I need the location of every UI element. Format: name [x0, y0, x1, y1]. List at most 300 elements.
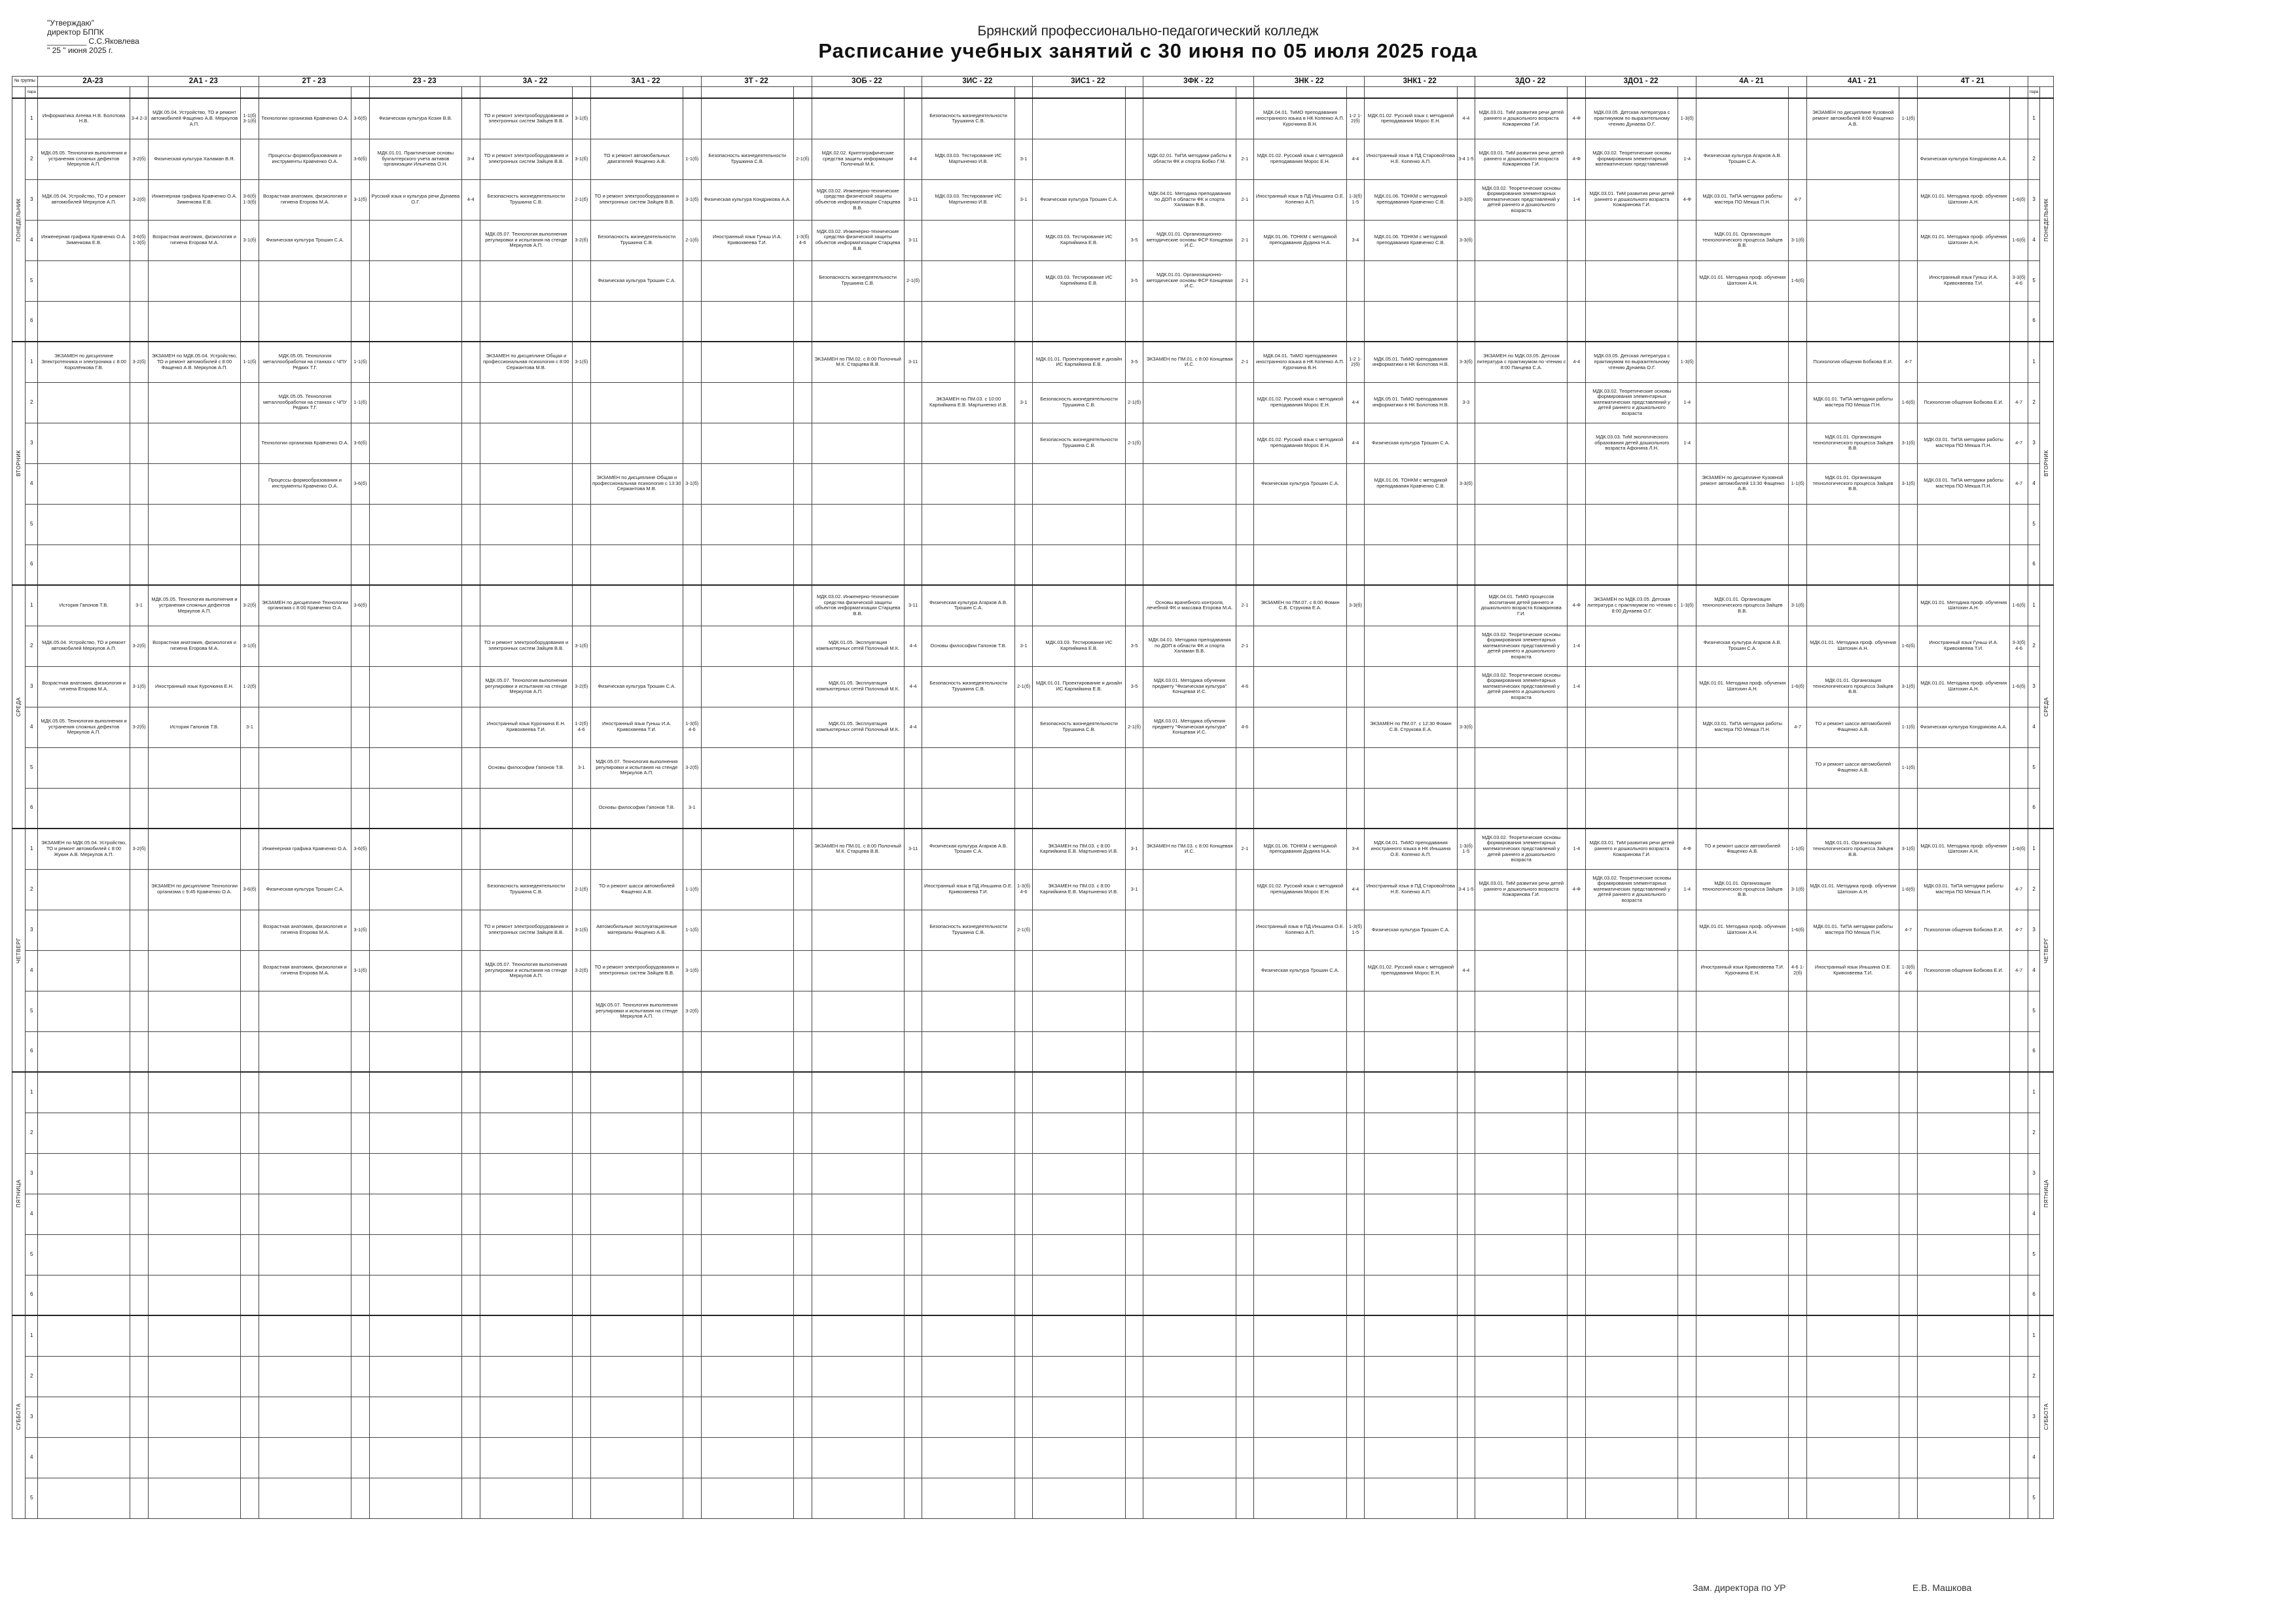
- group-header-corner: № группы: [12, 77, 38, 87]
- lesson-room: 2-1: [1236, 260, 1254, 301]
- lesson-cell: [1696, 220, 1789, 260]
- lesson-cell: [701, 1397, 793, 1437]
- lesson-cell: [1807, 585, 1899, 626]
- lesson-room: [1014, 544, 1033, 585]
- lesson-subject: Технологии организма Кравченко О.А.: [261, 115, 349, 121]
- lesson-room: 3-2(б): [130, 707, 149, 747]
- lesson-room: [1125, 747, 1143, 788]
- lesson-room: [793, 666, 812, 707]
- lesson-cell: [1917, 869, 2009, 910]
- lesson-cell: [1475, 260, 1568, 301]
- lesson-room: 3-2(б): [130, 139, 149, 179]
- lesson-room: [462, 869, 480, 910]
- lesson-cell: [590, 1275, 683, 1315]
- lesson-room: 3-2(б): [572, 950, 590, 991]
- blank-cell: [1033, 87, 1125, 99]
- lesson-room: [904, 1153, 922, 1194]
- lesson-cell: [1365, 950, 1457, 991]
- lesson-cell: [1586, 788, 1678, 829]
- lesson-cell: [1586, 1234, 1678, 1275]
- lesson-subject: МДК.03.02. Теоретические основы формирования элементарных математических представлений: [1592, 151, 1672, 168]
- lesson-cell: [812, 139, 904, 179]
- lesson-room: [2010, 747, 2028, 788]
- lesson-room: 1-3(б): [1678, 342, 1696, 382]
- lesson-cell: [701, 179, 793, 220]
- lesson-room: [793, 1437, 812, 1478]
- lesson-cell: [1033, 179, 1125, 220]
- lesson-room: [351, 747, 370, 788]
- lesson-cell: [922, 1397, 1014, 1437]
- lesson-cell: [1807, 910, 1899, 950]
- pair-number: 4: [2028, 463, 2039, 504]
- lesson-room: [904, 788, 922, 829]
- lesson-cell: [1254, 1113, 1346, 1153]
- lesson-room: 1-1(б): [1899, 747, 1918, 788]
- lesson-room: 4-7: [1789, 179, 1807, 220]
- lesson-room: [1014, 1478, 1033, 1518]
- lesson-room: [241, 463, 259, 504]
- lesson-subject: Безопасность жизнедеятельности Трушкина С.В.: [1040, 721, 1118, 732]
- lesson-room: [1236, 1315, 1254, 1356]
- lesson-subject: ЭКЗАМЕН по дисциплине Общая и профессиональная психология с 13:30 Сержантова М.В.: [592, 475, 681, 492]
- lesson-cell: [369, 747, 461, 788]
- lesson-room: [1678, 1194, 1696, 1234]
- lesson-subject: МДК.01.05. Эксплуатация компьютерных сетей Полочный М.К.: [816, 681, 900, 692]
- lesson-room: [1568, 1194, 1586, 1234]
- lesson-room: [130, 910, 149, 950]
- lesson-room: [2010, 342, 2028, 382]
- lesson-room: [1346, 788, 1365, 829]
- lesson-room: [1568, 301, 1586, 342]
- lesson-subject: МДК.03.02. Теоретические основы формирования элементарных математических представлений у детей раннего и дошкольного возраста: [1482, 632, 1561, 660]
- lesson-cell: [1696, 382, 1789, 423]
- lesson-cell: [1475, 1397, 1568, 1437]
- lesson-cell: [259, 1315, 351, 1356]
- lesson-subject: ЭКЗАМЕН по ПМ.02. с 8:00 Полочный М.К. Старцева В.В.: [814, 356, 901, 368]
- lesson-cell: [1365, 829, 1457, 869]
- blank-cell: [1807, 87, 1899, 99]
- lesson-room: 3-1: [1125, 869, 1143, 910]
- lesson-cell: [590, 544, 683, 585]
- lesson-room: 1-1(б): [683, 869, 701, 910]
- lesson-cell: [1807, 1072, 1899, 1113]
- pair-number: 5: [2028, 747, 2039, 788]
- lesson-cell: [369, 788, 461, 829]
- lesson-room: [351, 1397, 370, 1437]
- lesson-room: [351, 544, 370, 585]
- lesson-room: 4-4: [904, 626, 922, 666]
- lesson-room: [351, 1113, 370, 1153]
- lesson-room: [351, 504, 370, 544]
- lesson-cell: [812, 747, 904, 788]
- lesson-cell: [1586, 991, 1678, 1031]
- lesson-cell: [701, 1234, 793, 1275]
- lesson-room: [241, 991, 259, 1031]
- lesson-room: [572, 1234, 590, 1275]
- lesson-cell: [1365, 666, 1457, 707]
- lesson-cell: [148, 342, 240, 382]
- lesson-cell: [1033, 869, 1125, 910]
- lesson-subject: МДК.01.01. Проектирование и дизайн ИС Карпийкина Е.В.: [1035, 356, 1122, 368]
- lesson-room: [1678, 1234, 1696, 1275]
- lesson-room: 3-6(б): [351, 98, 370, 139]
- lesson-cell: [812, 98, 904, 139]
- blank-cell: [812, 87, 904, 99]
- pair-number: 2: [2028, 1356, 2039, 1397]
- lesson-cell: [148, 1356, 240, 1397]
- lesson-room: [1568, 504, 1586, 544]
- lesson-room: [1457, 666, 1475, 707]
- lesson-room: 3-1(б): [683, 950, 701, 991]
- lesson-room: [1236, 991, 1254, 1031]
- lesson-room: [1899, 301, 1918, 342]
- lesson-room: 2-1(б): [1014, 910, 1033, 950]
- lesson-room: [2010, 1031, 2028, 1072]
- lesson-row: [12, 1031, 2054, 1072]
- lesson-cell: [1917, 585, 2009, 626]
- lesson-cell: [1696, 1031, 1789, 1072]
- lesson-cell: [1033, 504, 1125, 544]
- lesson-room: 4-4: [904, 707, 922, 747]
- lesson-subject: Иностранный язык Кривохвеева Т.И. Курочкина Е.Н.: [1700, 965, 1785, 976]
- lesson-room: [1678, 950, 1696, 991]
- lesson-cell: [148, 950, 240, 991]
- lesson-room: [1236, 1194, 1254, 1234]
- lesson-subject: МДК.01.01. Организация технологического процесса Зайцев В.В.: [1702, 597, 1783, 614]
- group-header: 3НК1 - 22: [1365, 77, 1475, 87]
- lesson-room: 3-3: [1457, 382, 1475, 423]
- lesson-room: [793, 342, 812, 382]
- lesson-room: [1236, 1478, 1254, 1518]
- lesson-room: 4-Ф: [1568, 139, 1586, 179]
- lesson-cell: [1365, 1113, 1457, 1153]
- pair-number: 3: [2028, 179, 2039, 220]
- lesson-room: [1568, 260, 1586, 301]
- lesson-cell: [701, 869, 793, 910]
- lesson-row: [12, 1234, 2054, 1275]
- lesson-subject: МДК.05.05. Технология выполнения и устранения сложных дефектов Меркулов А.П.: [41, 151, 127, 168]
- lesson-cell: [812, 260, 904, 301]
- day-label: СУББОТА: [2040, 1315, 2054, 1518]
- lesson-cell: [37, 666, 130, 707]
- lesson-room: [1346, 1234, 1365, 1275]
- lesson-cell: [1696, 950, 1789, 991]
- lesson-cell: [812, 544, 904, 585]
- lesson-cell: [37, 1234, 130, 1275]
- lesson-room: [1568, 1234, 1586, 1275]
- lesson-cell: [590, 260, 683, 301]
- blank-cell: [1696, 87, 1789, 99]
- lesson-room: [1125, 1275, 1143, 1315]
- lesson-cell: [1696, 1113, 1789, 1153]
- lesson-room: [462, 423, 480, 463]
- lesson-room: [1457, 544, 1475, 585]
- lesson-cell: [1917, 98, 2009, 139]
- lesson-room: [1014, 1031, 1033, 1072]
- lesson-room: [241, 788, 259, 829]
- lesson-room: 1-6(б): [1899, 382, 1918, 423]
- lesson-subject: Иностранный язык Иньшина О.Е. Кривохвеева Т.И.: [1814, 965, 1892, 976]
- blank-cell: [1899, 87, 1918, 99]
- lesson-subject: Безопасность жизнедеятельности Трушкина С.В.: [487, 883, 565, 895]
- lesson-cell: [148, 260, 240, 301]
- lesson-cell: [1143, 98, 1236, 139]
- lesson-room: 3-1(б): [1899, 666, 1918, 707]
- lesson-cell: [812, 342, 904, 382]
- lesson-cell: [1696, 788, 1789, 829]
- lesson-room: [572, 1031, 590, 1072]
- lesson-cell: [1917, 1153, 2009, 1194]
- lesson-room: 1-2 1-2(б): [1346, 342, 1365, 382]
- lesson-cell: [1365, 585, 1457, 626]
- blank-cell: [904, 87, 922, 99]
- lesson-room: [1125, 991, 1143, 1031]
- lesson-room: [462, 1113, 480, 1153]
- lesson-cell: [812, 1397, 904, 1437]
- pair-number: 5: [2028, 1234, 2039, 1275]
- lesson-room: 3-6(б): [351, 423, 370, 463]
- lesson-room: 3-5: [1125, 220, 1143, 260]
- lesson-room: [462, 788, 480, 829]
- lesson-row: [12, 260, 2054, 301]
- lesson-cell: [1917, 382, 2009, 423]
- lesson-room: [1568, 463, 1586, 504]
- lesson-cell: [1143, 829, 1236, 869]
- lesson-cell: [1143, 342, 1236, 382]
- lesson-cell: [590, 1031, 683, 1072]
- lesson-room: [793, 950, 812, 991]
- lesson-room: [1789, 1113, 1807, 1153]
- lesson-cell: [922, 301, 1014, 342]
- lesson-subject: МДК.05.07. Технология выполнения регулировки и испытания на стенде Меркулов А.П.: [596, 1003, 678, 1020]
- lesson-cell: [812, 1153, 904, 1194]
- lesson-cell: [701, 829, 793, 869]
- lesson-cell: [1254, 342, 1346, 382]
- blank-cell: [259, 87, 351, 99]
- lesson-room: [1678, 1275, 1696, 1315]
- lesson-room: [1125, 1153, 1143, 1194]
- lesson-cell: [480, 788, 572, 829]
- lesson-room: [1014, 950, 1033, 991]
- lesson-cell: [1475, 1113, 1568, 1153]
- lesson-room: [1125, 1072, 1143, 1113]
- lesson-cell: [1917, 910, 2009, 950]
- lesson-room: 4-4: [1346, 139, 1365, 179]
- lesson-cell: [701, 1072, 793, 1113]
- lesson-room: 3-1: [1014, 626, 1033, 666]
- lesson-room: [793, 1275, 812, 1315]
- lesson-room: [1346, 950, 1365, 991]
- lesson-cell: [1365, 423, 1457, 463]
- lesson-room: 2-1(б): [1125, 707, 1143, 747]
- lesson-cell: [259, 829, 351, 869]
- lesson-cell: [148, 666, 240, 707]
- lesson-room: [904, 869, 922, 910]
- lesson-cell: [480, 707, 572, 747]
- lesson-room: 3-1(б): [572, 98, 590, 139]
- lesson-room: [1346, 1437, 1365, 1478]
- lesson-room: [1014, 98, 1033, 139]
- lesson-subject: Иностранный язык в ПД Старовойтова Н.Е. Копенко А.П.: [1366, 883, 1455, 895]
- lesson-cell: [1586, 1113, 1678, 1153]
- lesson-room: [1789, 423, 1807, 463]
- lesson-subject: МДК.05.01. ТиМО преподавания информатики в НК Болотова Н.В.: [1372, 397, 1449, 408]
- lesson-cell: [480, 260, 572, 301]
- lesson-cell: [1254, 544, 1346, 585]
- lesson-room: [1789, 626, 1807, 666]
- lesson-cell: [480, 1072, 572, 1113]
- lesson-row: [12, 788, 2054, 829]
- lesson-room: [1899, 544, 1918, 585]
- lesson-cell: [1807, 260, 1899, 301]
- pair-number: 3: [26, 179, 37, 220]
- lesson-room: [1678, 1315, 1696, 1356]
- lesson-subject: Физическая культура Трошин С.А.: [598, 277, 676, 283]
- lesson-subject: МДК.01.06. ТОНКМ с методикой преподавания Дудина Н.А.: [1263, 234, 1337, 245]
- lesson-cell: [1143, 1072, 1236, 1113]
- lesson-cell: [812, 301, 904, 342]
- lesson-room: [1789, 1194, 1807, 1234]
- lesson-room: [572, 585, 590, 626]
- lesson-cell: [148, 747, 240, 788]
- lesson-cell: [1917, 1031, 2009, 1072]
- lesson-room: [793, 747, 812, 788]
- lesson-row: [12, 1397, 2054, 1437]
- lesson-cell: [812, 1275, 904, 1315]
- lesson-cell: [480, 179, 572, 220]
- lesson-room: [462, 1234, 480, 1275]
- lesson-subject: Физическая культура Агарков А.В. Трошин С.А.: [929, 599, 1008, 611]
- lesson-cell: [1807, 1397, 1899, 1437]
- lesson-room: [1678, 1478, 1696, 1518]
- lesson-room: [572, 504, 590, 544]
- lesson-room: [1789, 98, 1807, 139]
- lesson-cell: [1033, 220, 1125, 260]
- lesson-cell: [1807, 342, 1899, 382]
- lesson-room: [1568, 1031, 1586, 1072]
- lesson-room: [1346, 626, 1365, 666]
- lesson-cell: [1254, 1478, 1346, 1518]
- lesson-subject: МДК.03.01. Методика обучения предмету "Физическая культура" Конщевая И.С.: [1152, 678, 1227, 695]
- lesson-room: [904, 301, 922, 342]
- lesson-row: [12, 1194, 2054, 1234]
- lesson-room: [683, 342, 701, 382]
- lesson-room: [904, 1478, 922, 1518]
- lesson-cell: [922, 179, 1014, 220]
- lesson-room: [793, 788, 812, 829]
- lesson-room: 3-1(б): [1899, 463, 1918, 504]
- lesson-cell: [259, 1113, 351, 1153]
- lesson-room: 3-4: [462, 139, 480, 179]
- lesson-cell: [369, 1437, 461, 1478]
- lesson-cell: [1033, 382, 1125, 423]
- pair-number: 1: [2028, 1072, 2039, 1113]
- lesson-cell: [590, 1315, 683, 1356]
- lesson-cell: [922, 504, 1014, 544]
- lesson-room: 1-3(б) 4-6: [793, 220, 812, 260]
- group-header: 2А1 - 23: [148, 77, 259, 87]
- lesson-room: 1-2(б): [241, 666, 259, 707]
- lesson-room: [1899, 1072, 1918, 1113]
- lesson-cell: [1696, 707, 1789, 747]
- lesson-room: [1678, 301, 1696, 342]
- lesson-cell: [1917, 301, 2009, 342]
- lesson-room: 3-5: [1125, 342, 1143, 382]
- lesson-cell: [369, 1153, 461, 1194]
- lesson-room: [1457, 1315, 1475, 1356]
- lesson-subject: Иностранный язык Гуньш И.А. Кривохвеева Т.И.: [1929, 640, 1998, 651]
- lesson-subject: МДК.01.01. Организация технологического процесса Зайцев В.В.: [1812, 435, 1893, 452]
- lesson-cell: [148, 910, 240, 950]
- lesson-cell: [1696, 1153, 1789, 1194]
- lesson-row: [12, 869, 2054, 910]
- lesson-room: [462, 1194, 480, 1234]
- lesson-room: [1568, 1153, 1586, 1194]
- lesson-room: [1125, 1113, 1143, 1153]
- lesson-subject: ТО и ремонт электрооборудования и электронных систем Зайцев В.В.: [594, 965, 679, 976]
- pair-number: 3: [2028, 666, 2039, 707]
- lesson-room: 3-6(б): [351, 585, 370, 626]
- lesson-cell: [812, 1194, 904, 1234]
- lesson-row: [12, 747, 2054, 788]
- lesson-cell: [590, 626, 683, 666]
- lesson-room: [683, 504, 701, 544]
- lesson-room: [1346, 260, 1365, 301]
- signature-name: Е.В. Машкова: [1912, 1582, 1972, 1593]
- pair-number: 6: [2028, 301, 2039, 342]
- lesson-row: [12, 382, 2054, 423]
- lesson-room: [1014, 220, 1033, 260]
- lesson-row: [12, 139, 2054, 179]
- lesson-subject: Иностранный язык в ПД Иньшина О.Е. Копенко А.П.: [1255, 924, 1344, 935]
- approval-line: " 25 " июня 2025 г.: [47, 46, 113, 55]
- lesson-room: [1899, 1113, 1918, 1153]
- lesson-room: [1899, 260, 1918, 301]
- lesson-cell: [1365, 1478, 1457, 1518]
- lesson-subject: МДК.03.01. ТиМ развития речи детей раннего и дошкольного возраста Кожаринова Г.И.: [1589, 840, 1674, 857]
- lesson-room: [572, 423, 590, 463]
- lesson-cell: [1254, 1356, 1346, 1397]
- blank-cell: [1014, 87, 1033, 99]
- lesson-cell: [259, 991, 351, 1031]
- lesson-room: [1236, 869, 1254, 910]
- lesson-cell: [259, 98, 351, 139]
- lesson-cell: [922, 463, 1014, 504]
- pair-number: 3: [26, 423, 37, 463]
- lesson-cell: [369, 666, 461, 707]
- lesson-subject: ЭКЗАМЕН по ПМ.01. с 8:00 Конщевая И.С.: [1146, 356, 1233, 368]
- lesson-row: [12, 910, 2054, 950]
- lesson-room: [1568, 991, 1586, 1031]
- lesson-room: [793, 1478, 812, 1518]
- lesson-room: [1014, 260, 1033, 301]
- pair-number: 1: [2028, 98, 2039, 139]
- lesson-cell: [148, 788, 240, 829]
- lesson-cell: [701, 910, 793, 950]
- lesson-cell: [1033, 1234, 1125, 1275]
- lesson-cell: [1917, 666, 2009, 707]
- lesson-subject: МДК.05.05. Технология выполнения и устранения сложных дефектов Меркулов А.П.: [151, 597, 238, 614]
- lesson-cell: [1143, 423, 1236, 463]
- lesson-cell: [1586, 1194, 1678, 1234]
- pair-number: 4: [26, 463, 37, 504]
- lesson-room: [351, 1072, 370, 1113]
- lesson-room: [793, 544, 812, 585]
- lesson-cell: [812, 869, 904, 910]
- lesson-room: 1-6(б): [2010, 585, 2028, 626]
- lesson-cell: [1143, 1437, 1236, 1478]
- lesson-room: [1457, 1153, 1475, 1194]
